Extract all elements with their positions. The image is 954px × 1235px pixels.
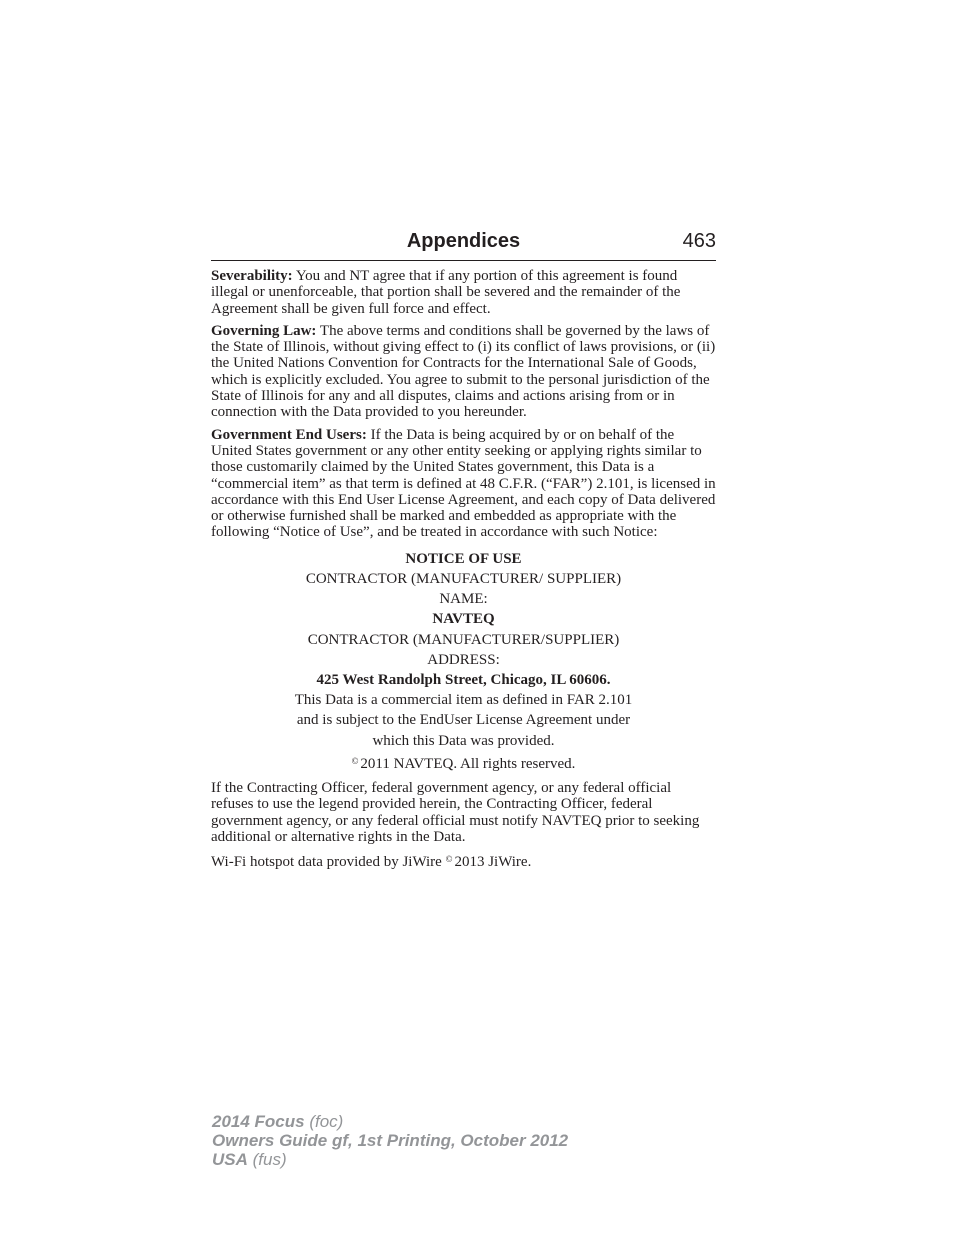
severability-label: Severability: bbox=[211, 268, 293, 284]
wifi-paragraph bbox=[211, 851, 716, 870]
page-content bbox=[211, 268, 716, 876]
notice-copyright bbox=[211, 751, 716, 774]
footer-guide: Owners Guide gf, 1st Printing, October 2012 bbox=[212, 1131, 569, 1150]
wifi-prefix: Wi-Fi hotspot data provided by JiWire bbox=[211, 854, 446, 871]
page-header bbox=[211, 228, 716, 261]
wifi-copyright-symbol: © bbox=[445, 854, 453, 865]
severability-text: You and NT agree that if any portion of this agreement is found illegal or unenforceable, that portion shall be severed and the remainder of the Agreement shall be given full force and effect. bbox=[211, 268, 681, 317]
contractor-address: 425 West Randolph Street, Chicago, IL 60606. bbox=[316, 671, 611, 688]
page-number: 463 bbox=[682, 230, 716, 252]
footer-guide-line bbox=[212, 1131, 568, 1150]
notice-line: and is subject to the EndUser License Agreement under bbox=[296, 712, 631, 729]
section-title: Appendices bbox=[406, 230, 521, 252]
severability-paragraph bbox=[211, 268, 716, 317]
wifi-suffix: 2013 JiWire. bbox=[454, 854, 532, 871]
copyright-symbol: © bbox=[351, 755, 359, 766]
copyright-text: 2011 NAVTEQ. All rights reserved. bbox=[360, 755, 576, 772]
notice-line: NAME: bbox=[439, 591, 488, 608]
notice-heading: NOTICE OF USE bbox=[405, 550, 522, 567]
notice-line: ADDRESS: bbox=[427, 651, 500, 668]
notice-line: This Data is a commercial item as defined in FAR 2.101 bbox=[294, 692, 633, 709]
contractor-name: NAVTEQ bbox=[432, 611, 495, 628]
government-end-users-paragraph bbox=[211, 427, 716, 541]
footer-region-code: (fus) bbox=[247, 1150, 287, 1169]
footer-model-code: (foc) bbox=[304, 1112, 344, 1131]
footer-region-line bbox=[212, 1150, 568, 1169]
footer-region: USA bbox=[212, 1150, 248, 1169]
footer-model-line bbox=[212, 1112, 568, 1131]
governing-law-text: The above terms and conditions shall be governed by the laws of the State of Illinois, without giving effect to (i) its conflict of laws provisions, or (ii) the United Nations Convention for Contracts for the International Sale of Goods, which is explicitly excluded. You agree to submit to the personal jurisdiction of the State of Illinois for any and all disputes, claims and actions arising from or in connection with the Data provided to you hereunder. bbox=[211, 322, 716, 421]
contracting-officer-paragraph: If the Contracting Officer, federal government agency, or any federal official refuses to use the legend provided herein, the Contracting Officer, federal government agency, or any federal official must notify NAVTEQ prior to seeking additional or alternative rights in the Data. bbox=[211, 779, 700, 845]
governing-law-paragraph bbox=[211, 323, 716, 421]
notice-line: CONTRACTOR (MANUFACTURER/SUPPLIER) bbox=[307, 631, 620, 648]
footer-model: 2014 Focus bbox=[212, 1112, 305, 1131]
government-end-users-label: Government End Users: bbox=[211, 426, 367, 443]
notice-line: CONTRACTOR (MANUFACTURER/ SUPPLIER) bbox=[305, 570, 622, 587]
page-footer bbox=[212, 1112, 568, 1169]
government-end-users-text: If the Data is being acquired by or on behalf of the United States government or any other entity seeking or applying rights similar to those customarily claimed by the United States government, this Data is a “commercial item” as that term is defined at 48 C.F.R. (“FAR”) 2.101, is licensed in accordance with this End User License Agreement, and each copy of Data delivered or otherwise furnished shall be marked and embedded as appropriate with the following “Notice of Use”, and be treated in accordance with such Notice: bbox=[211, 426, 716, 541]
notice-line: which this Data was provided. bbox=[372, 732, 555, 749]
governing-law-label: Governing Law: bbox=[211, 322, 317, 339]
notice-of-use bbox=[211, 549, 716, 774]
